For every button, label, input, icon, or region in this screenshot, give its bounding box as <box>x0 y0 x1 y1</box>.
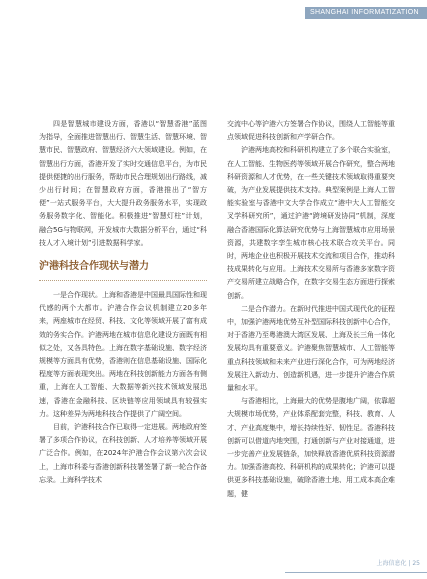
footer-rule <box>285 572 427 573</box>
paragraph-cooperation-progress: 目前，沪港科技合作已取得一定进展。两地政府签署了多项合作协议，在科技创新、人才培养等领域开展广泛合作。例如，在2024年沪港合作会议第六次会议上，上海市科委与香港创新科技署签署了新一轮合作备忘录。上海科学技术 <box>39 423 207 484</box>
paragraph-comparison: 与香港相比，上海最大的优势是腹地广阔，依靠超大规模市场优势，产业体系配套完整，科技、教育、人才、产业高度集中，增长持续性好、韧性足。香港科技创新可以借道内地突围，打通创新与产业对接通道，进一步完善产业发展链条，加快释放香港优质科技资源潜力。加强香港高校、科研机构的成果转化；沪港可以提供更多科技基础设施，破除香港土地、用工成本高企难题，健 <box>227 397 395 498</box>
page-number: 上海信息化 | 25 <box>376 560 420 567</box>
left-column <box>39 118 207 487</box>
paragraph-smart-city: 四是智慧城市建设方面，香港以“智慧香港”蓝图为指导，全面推进智慧出行、智慧生活、智慧环境、智慧市民、智慧政府、智慧经济六大领域建设。例如，在智慧出行方面，香港开发了实时交通信息平台，为市民提供便捷的出行服务，帮助市民合理规划出行路线，减少出行时间；在智慧政府方面，香港推出了“智方便”一站式服务平台，大大提升政务服务水平，实现政务服务数字化、智能化。积极推进“智慧灯柱”计划，融合5G与物联网，开发城市大数据分析平台，通过“科技人才入境计划”引进数据科学家。 <box>39 120 207 247</box>
paragraph-cooperation-status: 一是合作现状。上海和香港是中国最具国际性和现代感的两个大都市。沪港合作会议机制建立20多年来，两座城市在经贸、科技、文化等领域开展了富有成效的务实合作。沪港两地在城市信息化建设方面既有相似之处，又各具特色。上海在数字基础设施、数字经济规模等方面具有优势，香港则在信息基础设施、国际化程度等方面表现突出。两地在科技创新能力方面各有侧重，上海在人工智能、大数据等新兴技术领域发展迅速，香港在金融科技、区块链等应用领域具有较强实力。这种差异为两地科技合作提供了广阔空间。 <box>39 291 207 418</box>
right-column <box>227 118 395 501</box>
section-title: 沪港科技合作现状与潜力 <box>39 261 149 273</box>
header-title: SHANGHAI INFORMATIZATION <box>310 9 419 16</box>
paragraph-joint-labs: 沪港两地高校和科研机构建立了多个联合实验室，在人工智能、生物医药等领域开展合作研究，整合两地科研资源和人才优势，在一些关键技术领域取得重要突破，为产业发展提供技术支持。典型案例是上海人工智能实验室与香港中文大学合作成立“港中大人工智能交叉学科研究所”，通过沪港“跨境研发协同”机制，深度融合香港国际化算法研究优势与上海智慧城市应用场景资源，共建数字孪生城市核心技术联合攻关平台。同时，两地企业也积极开展技术交流和项目合作，推动科技成果转化与应用。上海技术交易所与香港多家数字资产交易所建立战略合作，在数字交易生态方面进行探索创新。 <box>227 146 395 300</box>
paragraph-cooperation-potential: 二是合作潜力。在新时代推进中国式现代化的征程中，加强沪港两地优势互补型国际科技创新中心合作，对于香港乃至粤港澳大湾区发展、上海及长三角一体化发展均具有重要意义。沪港聚焦智慧城市、人工智能等重点科技领域和未来产业进行深化合作，可为两地经济发展注入新动力、创造新机遇，进一步提升沪港合作质量和水平。 <box>227 304 395 393</box>
section-divider <box>39 280 207 281</box>
paragraph-agreements: 交流中心等沪港六方签署合作协议，围绕人工智能等重点领域促进科技创新和产学研合作。 <box>227 120 395 142</box>
